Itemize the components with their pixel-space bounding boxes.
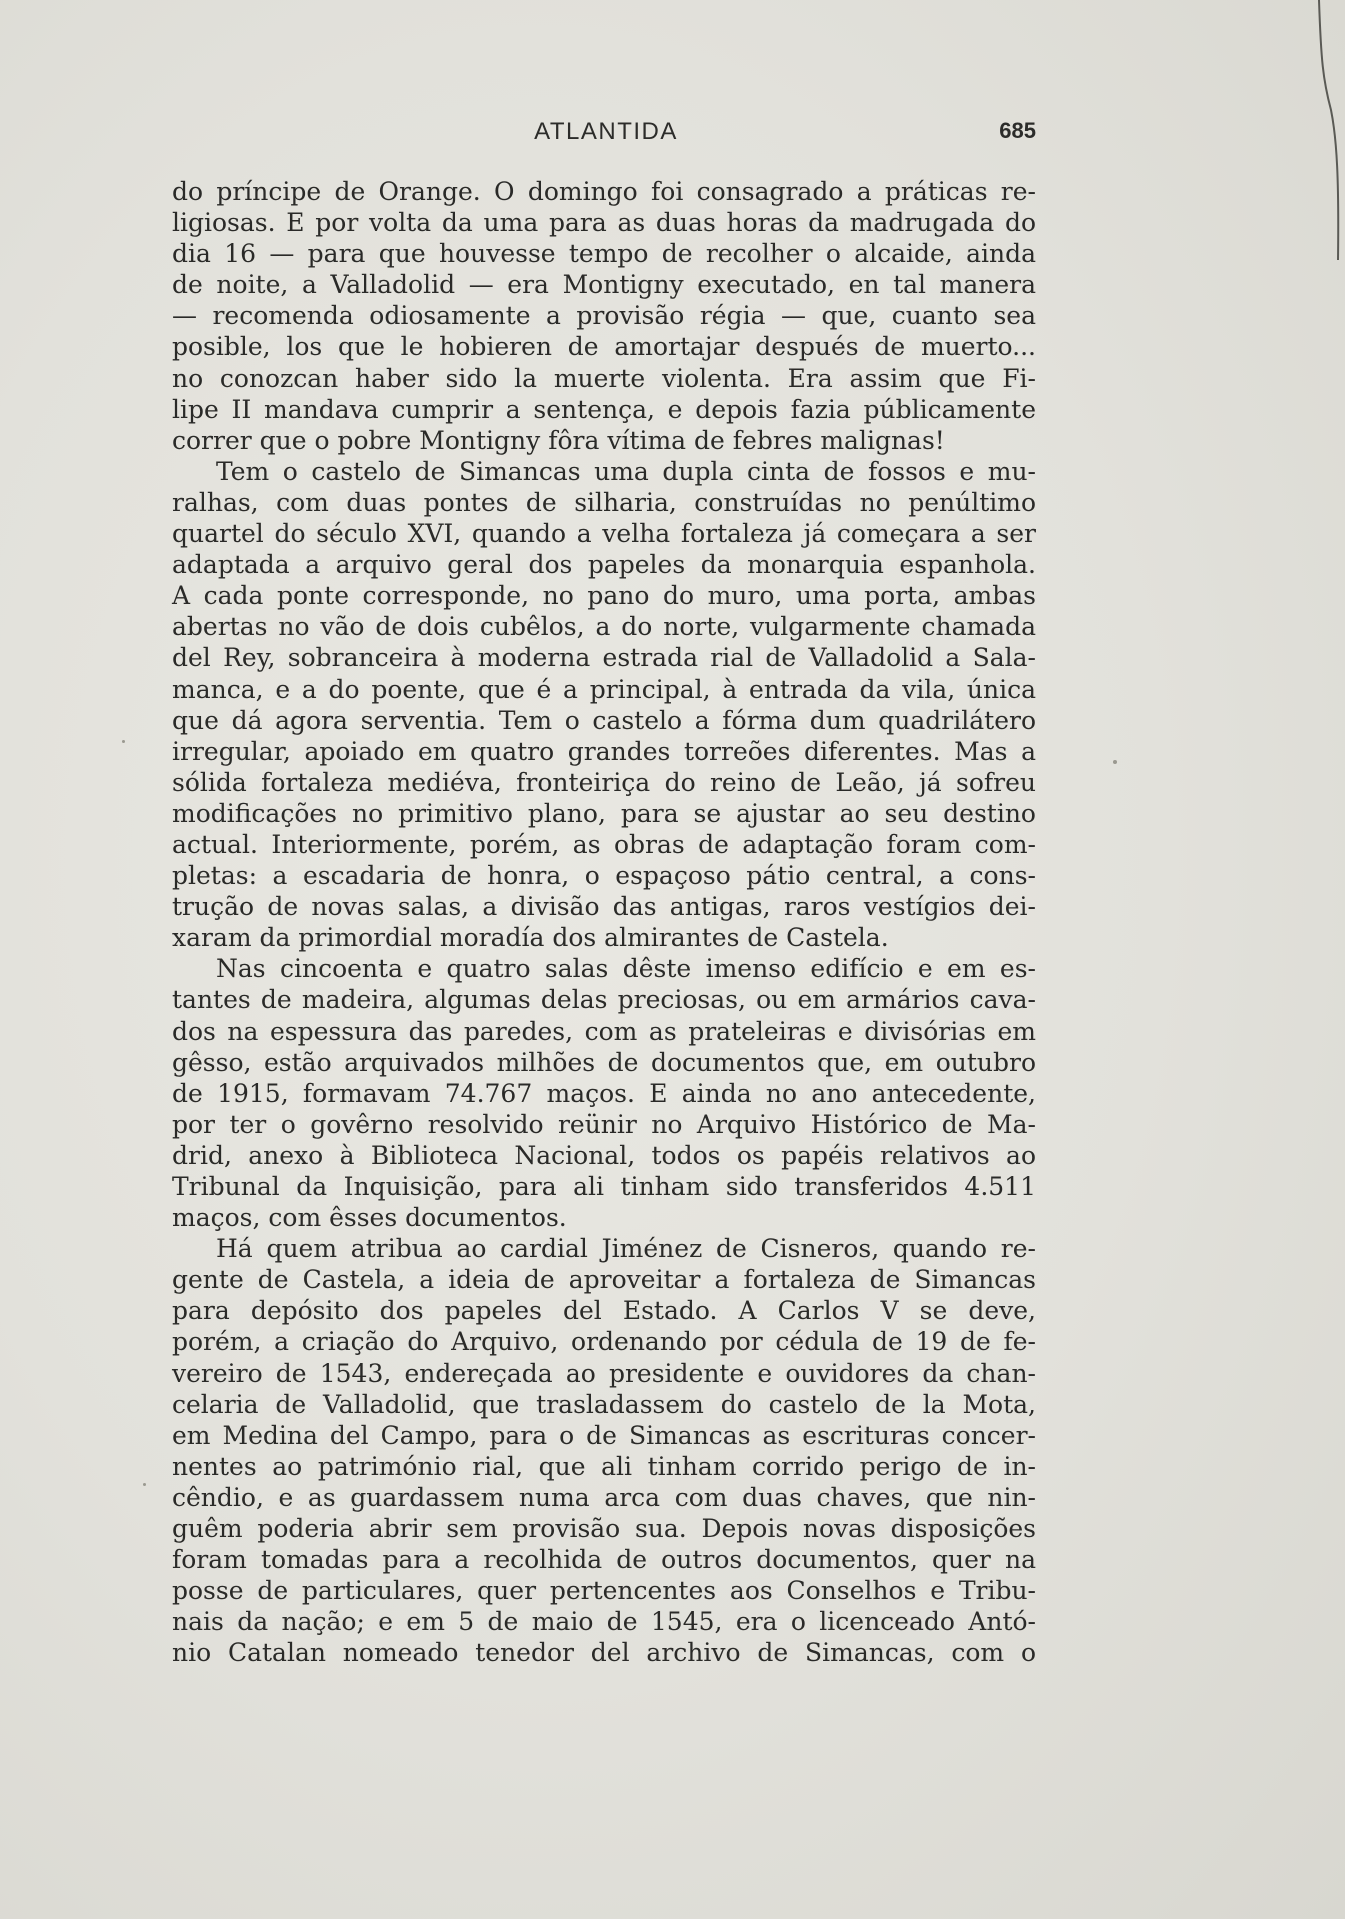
text-line: celaria de Valladolid, que trasladassem do castelo de la Mota, <box>172 1389 1036 1419</box>
text-line: gente de Castela, a ideia de aproveitar a fortaleza de Simancas <box>172 1265 1036 1295</box>
text-line: foram tomadas para a recolhida de outros documentos, quer na <box>172 1545 1036 1575</box>
text-line: cêndio, e as guardassem numa arca com duas chaves, que nin- <box>172 1482 1036 1512</box>
text-line: nio Catalan nomeado tenedor del archivo de Simancas, com o <box>172 1638 1036 1668</box>
text-line: que dá agora serventia. Tem o castelo a fórma dum quadrilátero <box>172 705 1036 735</box>
text-line: pletas: a escadaria de honra, o espaçoso pátio central, a cons- <box>172 861 1036 891</box>
text-line: trução de novas salas, a divisão das antigas, raros vestígios dei- <box>172 892 1036 922</box>
text-line: Nas cincoenta e quatro salas dêste imenso edifício e em es- <box>216 954 1036 984</box>
text-line: posible, los que le hobieren de amortajar después de muerto... <box>172 332 1036 362</box>
text-line: ralhas, com duas pontes de silharia, construídas no penúltimo <box>172 487 1036 517</box>
page-number: 685 <box>999 118 1036 143</box>
page-edge-mark <box>1305 0 1345 260</box>
text-line: adaptada a arquivo geral dos papeles da monarquia espanhola. <box>172 550 1036 580</box>
text-line: vereiro de 1543, endereçada ao presidente e ouvidores da chan- <box>172 1358 1036 1388</box>
body-text <box>172 176 1036 1669</box>
text-line: actual. Interiormente, porém, as obras de adaptação foram com- <box>172 829 1036 859</box>
paper-speck <box>1113 760 1117 764</box>
paper-speck <box>143 1483 146 1486</box>
text-line: por ter o govêrno resolvido reünir no Arquivo Histórico de Ma- <box>172 1109 1036 1139</box>
text-line: Tribunal da Inquisição, para ali tinham sido transferidos 4.511 <box>172 1172 1036 1201</box>
text-line: em Medina del Campo, para o de Simancas as escrituras concer- <box>172 1420 1036 1450</box>
text-line: tantes de madeira, algumas delas preciosas, ou em armários cava- <box>172 985 1036 1015</box>
text-line: drid, anexo à Biblioteca Nacional, todos os papéis relativos ao <box>172 1140 1036 1170</box>
text-line: para depósito dos papeles del Estado. A Carlos V se deve, <box>172 1296 1036 1326</box>
text-line: maços, com êsses documentos. <box>172 1203 567 1233</box>
text-line: dos na espessura das paredes, com as prateleiras e divisórias em <box>172 1016 1036 1046</box>
text-line: dia 16 — para que houvesse tempo de recolher o alcaide, ainda <box>172 239 1036 269</box>
text-line: guêm poderia abrir sem provisão sua. Depois novas disposições <box>172 1514 1036 1544</box>
text-line: porém, a criação do Arquivo, ordenando por cédula de 19 de fe- <box>172 1327 1036 1357</box>
text-line: gêsso, estão arquivados milhões de documentos que, em outubro <box>172 1047 1036 1077</box>
text-line: modificações no primitivo plano, para se ajustar ao seu destino <box>172 798 1036 828</box>
text-line: ligiosas. E por volta da uma para as duas horas da madrugada do <box>172 208 1036 238</box>
text-line: del Rey, sobranceira à moderna estrada rial de Valladolid a Sala- <box>172 643 1036 673</box>
text-line: manca, e a do poente, que é a principal, à entrada da vila, única <box>172 674 1036 704</box>
running-header <box>176 118 1036 148</box>
text-line: — recomenda odiosamente a provisão régia — que, cuanto sea <box>172 301 1036 331</box>
text-line: A cada ponte corresponde, no pano do muro, uma porta, ambas <box>172 581 1036 611</box>
text-line: quartel do século XVI, quando a velha fortaleza já começara a ser <box>172 519 1036 549</box>
text-line: sólida fortaleza mediéva, fronteiriça do reino de Leão, já sofreu <box>172 767 1036 797</box>
text-line: Há quem atribua ao cardial Jiménez de Cisneros, quando re- <box>216 1234 1036 1264</box>
text-line: do príncipe de Orange. O domingo foi consagrado a práticas re- <box>172 177 1036 206</box>
text-line: posse de particulares, quer pertencentes aos Conselhos e Tribu- <box>172 1576 1036 1606</box>
text-line: no conozcan haber sido la muerte violenta. Era assim que Fi- <box>172 363 1036 393</box>
text-line: nentes ao património rial, que ali tinham corrido perigo de in- <box>172 1451 1036 1481</box>
text-line: de noite, a Valladolid — era Montigny executado, en tal manera <box>172 270 1036 300</box>
text-line: nais da nação; e em 5 de maio de 1545, era o licenceado Antó- <box>172 1607 1036 1637</box>
running-title: ATLANTIDA <box>534 118 678 145</box>
text-line: abertas no vão de dois cubêlos, a do norte, vulgarmente chamada <box>172 612 1036 642</box>
text-line: correr que o pobre Montigny fôra vítima de febres malignas! <box>172 425 945 455</box>
text-line: lipe II mandava cumprir a sentença, e depois fazia públicamente <box>172 394 1036 424</box>
text-line: de 1915, formavam 74.767 maços. E ainda no ano antecedente, <box>172 1078 1036 1108</box>
text-line: xaram da primordial moradía dos almirantes de Castela. <box>172 923 889 953</box>
text-line: irregular, apoiado em quatro grandes torreões diferentes. Mas a <box>172 736 1036 766</box>
paper-speck <box>122 740 125 743</box>
text-line: Tem o castelo de Simancas uma dupla cinta de fossos e mu- <box>216 456 1036 486</box>
